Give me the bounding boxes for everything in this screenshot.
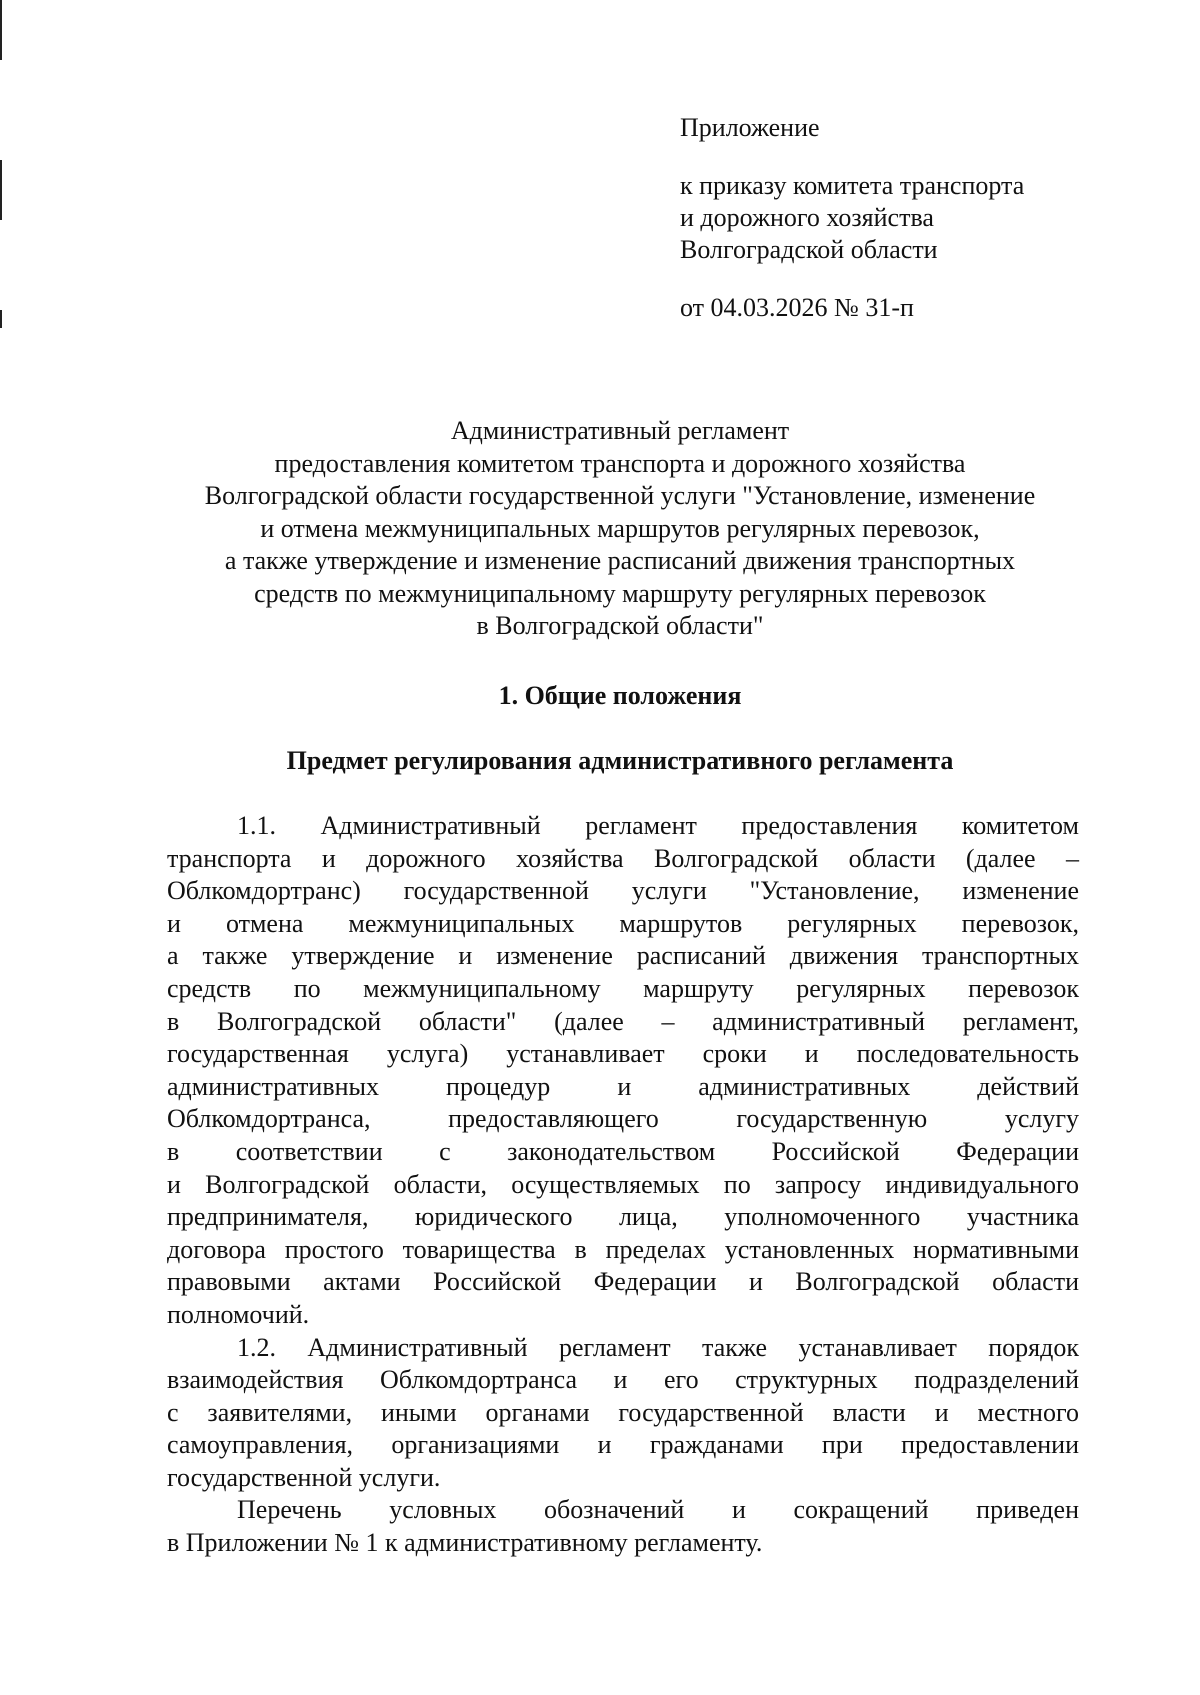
paragraph-line: 1.1. Административный регламент предоставления комитетом <box>237 811 1079 840</box>
paragraph-line: в Волгоградской области" (далее – административный регламент, <box>167 1006 1079 1036</box>
paragraph-line: взаимодействия Облкомдортранса и его структурных подразделений <box>167 1365 1079 1395</box>
paragraph-line: Перечень условных обозначений и сокращений приведен <box>237 1495 1079 1525</box>
subsection-heading: Предмет регулирования административного регламента <box>286 746 954 775</box>
appendix-order-line: к приказу комитета транспорта <box>680 171 1025 200</box>
title-line: и отмена межмуниципальных маршрутов регулярных перевозок, <box>260 513 980 543</box>
paragraph-line: в Приложении № 1 к административному регламенту. <box>167 1528 763 1558</box>
paragraph-line: договора простого товарищества в пределах установленных нормативными <box>167 1234 1079 1264</box>
title-line: а также утверждение и изменение расписаний движения транспортных <box>224 546 1016 575</box>
paragraph-line: а также утверждение и изменение расписаний движения транспортных <box>167 941 1079 971</box>
appendix-order-line: Волгоградской области <box>680 235 938 264</box>
paragraph-line: транспорта и дорожного хозяйства Волгоградской области (далее – <box>167 843 1079 873</box>
appendix-block <box>680 112 1150 324</box>
title-line: Волгоградской области государственной услуги "Установление, изменение <box>204 481 1036 510</box>
paragraph-line: в соответствии с законодательством Российской Федерации <box>167 1136 1079 1166</box>
paragraph-line: государственная услуга) устанавливает сроки и последовательность <box>167 1039 1079 1069</box>
paragraph-line: 1.2. Административный регламент также устанавливает порядок <box>237 1332 1079 1362</box>
title-line: предоставления комитетом транспорта и дорожного хозяйства <box>274 448 966 478</box>
paragraph-1-1 <box>167 810 1079 1332</box>
section-heading: 1. Общие положения <box>498 681 742 710</box>
document-title <box>160 415 1080 643</box>
title-line: средств по межмуниципальному маршруту регулярных перевозок <box>254 578 986 608</box>
scan-edge-mark <box>0 310 2 328</box>
paragraph-line: полномочий. <box>167 1299 310 1329</box>
paragraph-line: и Волгоградской области, осуществляемых по запросу индивидуального <box>167 1169 1079 1199</box>
title-line: Административный регламент <box>450 416 790 445</box>
paragraph-line: с заявителями, иными органами государственной власти и местного <box>167 1397 1079 1427</box>
paragraph-line: самоуправления, организациями и гражданами при предоставлении <box>167 1430 1079 1460</box>
paragraph-line: государственной услуги. <box>167 1462 441 1492</box>
paragraph-line: административных процедур и административных действий <box>167 1071 1079 1101</box>
document-body <box>167 810 1079 1560</box>
paragraph-abbreviations <box>167 1494 1079 1559</box>
scan-edge-mark <box>0 0 2 60</box>
title-line: в Волгоградской области" <box>476 611 764 640</box>
paragraph-line: Облкомдортранса, предоставляющего государственную услугу <box>167 1104 1079 1134</box>
scan-edge-mark <box>0 160 2 220</box>
paragraph-line: правовыми актами Российской Федерации и Волгоградской области <box>167 1267 1079 1297</box>
paragraph-line: предпринимателя, юридического лица, уполномоченного участника <box>167 1202 1079 1232</box>
paragraph-line: и отмена межмуниципальных маршрутов регулярных перевозок, <box>167 908 1079 938</box>
appendix-label: Приложение <box>680 113 820 142</box>
paragraph-line: средств по межмуниципальному маршруту регулярных перевозок <box>167 973 1079 1003</box>
appendix-order-ref: от 04.03.2026 № 31-п <box>680 293 914 322</box>
appendix-order-line: и дорожного хозяйства <box>680 203 934 232</box>
paragraph-line: Облкомдортранс) государственной услуги "Установление, изменение <box>167 876 1079 906</box>
paragraph-1-2 <box>167 1332 1079 1495</box>
